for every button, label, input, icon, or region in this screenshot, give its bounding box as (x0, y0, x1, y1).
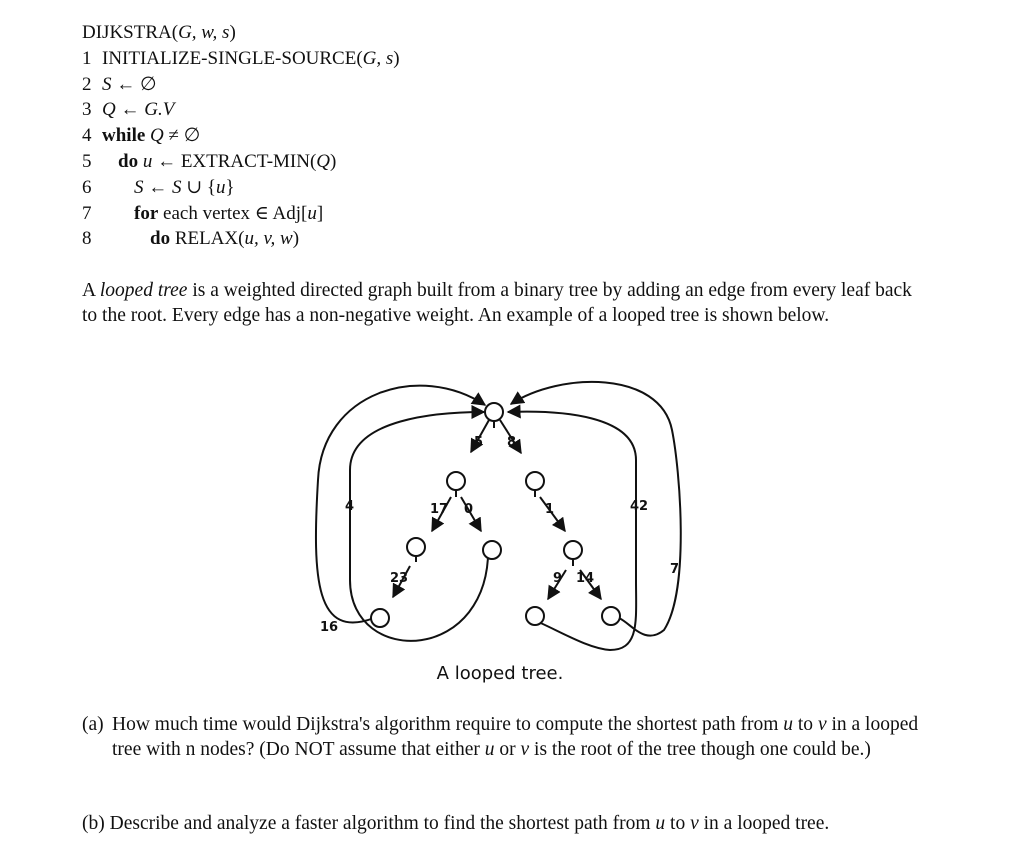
assign-arrow: ← (111, 73, 140, 95)
pseudocode-line-5 (82, 149, 400, 175)
weight-label: 16 (320, 620, 339, 635)
tree-node-leaf-4 (602, 607, 620, 625)
tree-node-root (485, 403, 503, 421)
qa-text: to (793, 714, 818, 735)
keyword-do: do (118, 150, 139, 172)
line-number: 8 (82, 228, 92, 250)
question-a-tag: (a) (82, 714, 104, 735)
qb-text: (b) Describe and analyze a faster algorithm to find the shortest path from (82, 813, 656, 834)
weight-label: 7 (670, 562, 680, 577)
line-text: RELAX( (170, 228, 245, 250)
line-rhs: G.V (144, 99, 175, 121)
line-number: 1 (82, 47, 92, 69)
definition-paragraph (82, 279, 922, 328)
qa-var-v: v (520, 738, 530, 760)
weight-label: 17 (430, 502, 449, 517)
pseudocode-line-8 (82, 226, 400, 252)
tree-node-left-right-leaf (483, 541, 501, 559)
assign-arrow: ← (143, 176, 172, 198)
line-close: ) (393, 47, 400, 69)
line-close: ) (292, 228, 300, 250)
tree-node-leaf-3 (526, 607, 544, 625)
line-close: ] (316, 202, 324, 224)
qa-var-u: u (783, 714, 794, 735)
line-number: 7 (82, 202, 92, 224)
qa-text: How much time would Dijkstra's algorithm require to compute the shortest path from (112, 714, 784, 735)
line-number: 5 (82, 150, 92, 172)
pseudocode-line-3 (82, 97, 400, 123)
fn-name: EXTRACT-MIN( (180, 150, 317, 172)
weight-label: 8 (507, 435, 517, 450)
line-text: INITIALIZE-SINGLE-SOURCE( (102, 47, 363, 69)
header-args: G, w, s (178, 22, 230, 43)
qb-var-u: u (655, 813, 666, 834)
line-var: u (307, 202, 317, 224)
keyword-do: do (150, 228, 171, 250)
para-pre: A (82, 280, 100, 301)
keyword-while: while (102, 125, 146, 147)
pseudocode-line-6 (82, 175, 400, 201)
question-a-body (112, 713, 932, 762)
qa-text: or (494, 738, 521, 760)
weight-label: 9 (553, 571, 563, 586)
weight-label: 4 (345, 499, 355, 514)
line-rhs-var: S (172, 176, 182, 198)
tree-node-leaf-1 (371, 609, 389, 627)
line-lhs: S (102, 73, 112, 95)
weight-label: 42 (630, 499, 649, 514)
keyword-for: for (134, 202, 159, 224)
tree-node-left-left (407, 538, 425, 556)
qa-text: in a looped tree with n nodes? (Do NOT assume that either (112, 714, 919, 760)
qb-text: in a looped tree. (698, 813, 830, 834)
qb-text: to (665, 813, 691, 834)
weight-label: 1 (545, 502, 555, 517)
cond-rest: ≠ ∅ (163, 125, 201, 147)
qa-var-v: v (817, 714, 827, 735)
question-b (82, 812, 962, 837)
line-number: 3 (82, 99, 92, 121)
line-args: G, s (362, 47, 394, 69)
weight-label: 0 (464, 502, 474, 517)
fn-close: ) (330, 150, 337, 172)
weight-label: 23 (390, 571, 409, 586)
looped-tree-diagram (300, 368, 700, 658)
qa-var-u: u (484, 738, 495, 760)
weight-label: 14 (576, 571, 595, 586)
loop-edge-inner-left (350, 412, 488, 641)
pseudocode-block (82, 20, 400, 252)
tree-node-right-child (564, 541, 582, 559)
qb-var-v: v (690, 813, 699, 834)
cond-var: Q (150, 125, 164, 147)
header-name: DIJKSTRA( (82, 22, 179, 43)
line-rhs-close: } (225, 176, 235, 198)
line-args: u, v, w (244, 228, 293, 250)
line-number: 4 (82, 125, 92, 147)
line-rhs-u: u (216, 176, 226, 198)
pseudocode-line-2 (82, 72, 400, 98)
figure-caption: A looped tree. (436, 663, 564, 684)
line-lhs: S (134, 176, 144, 198)
assign-arrow: ← (152, 150, 181, 172)
pseudocode-line-4 (82, 123, 400, 149)
line-number: 6 (82, 176, 92, 198)
tree-node-right (526, 472, 544, 490)
weight-label: 5 (474, 435, 484, 450)
line-number: 2 (82, 73, 92, 95)
pseudocode-header (82, 20, 400, 46)
pseudocode-line-7 (82, 201, 400, 227)
tree-node-left (447, 472, 465, 490)
line-text: each vertex ∈ Adj[ (158, 202, 308, 224)
question-a (82, 713, 932, 762)
para-term: looped tree (99, 280, 188, 301)
para-post: is a weighted directed graph built from a binary tree by adding an edge from every leaf back to the root. Every edge has a non-negative weight. An example of a looped tree is shown below. (82, 280, 912, 326)
fn-arg: Q (316, 150, 331, 172)
looped-tree-figure (300, 368, 700, 658)
line-lhs: Q (102, 99, 116, 121)
line-rhs-rest: ∪ { (181, 176, 217, 198)
pseudocode-line-1 (82, 46, 400, 72)
assign-arrow: ← (115, 99, 145, 121)
header-close: ) (229, 22, 236, 43)
line-var: u (142, 150, 153, 172)
line-rhs: ∅ (140, 73, 157, 95)
qa-text: is the root of the tree though one could be.) (529, 738, 871, 760)
